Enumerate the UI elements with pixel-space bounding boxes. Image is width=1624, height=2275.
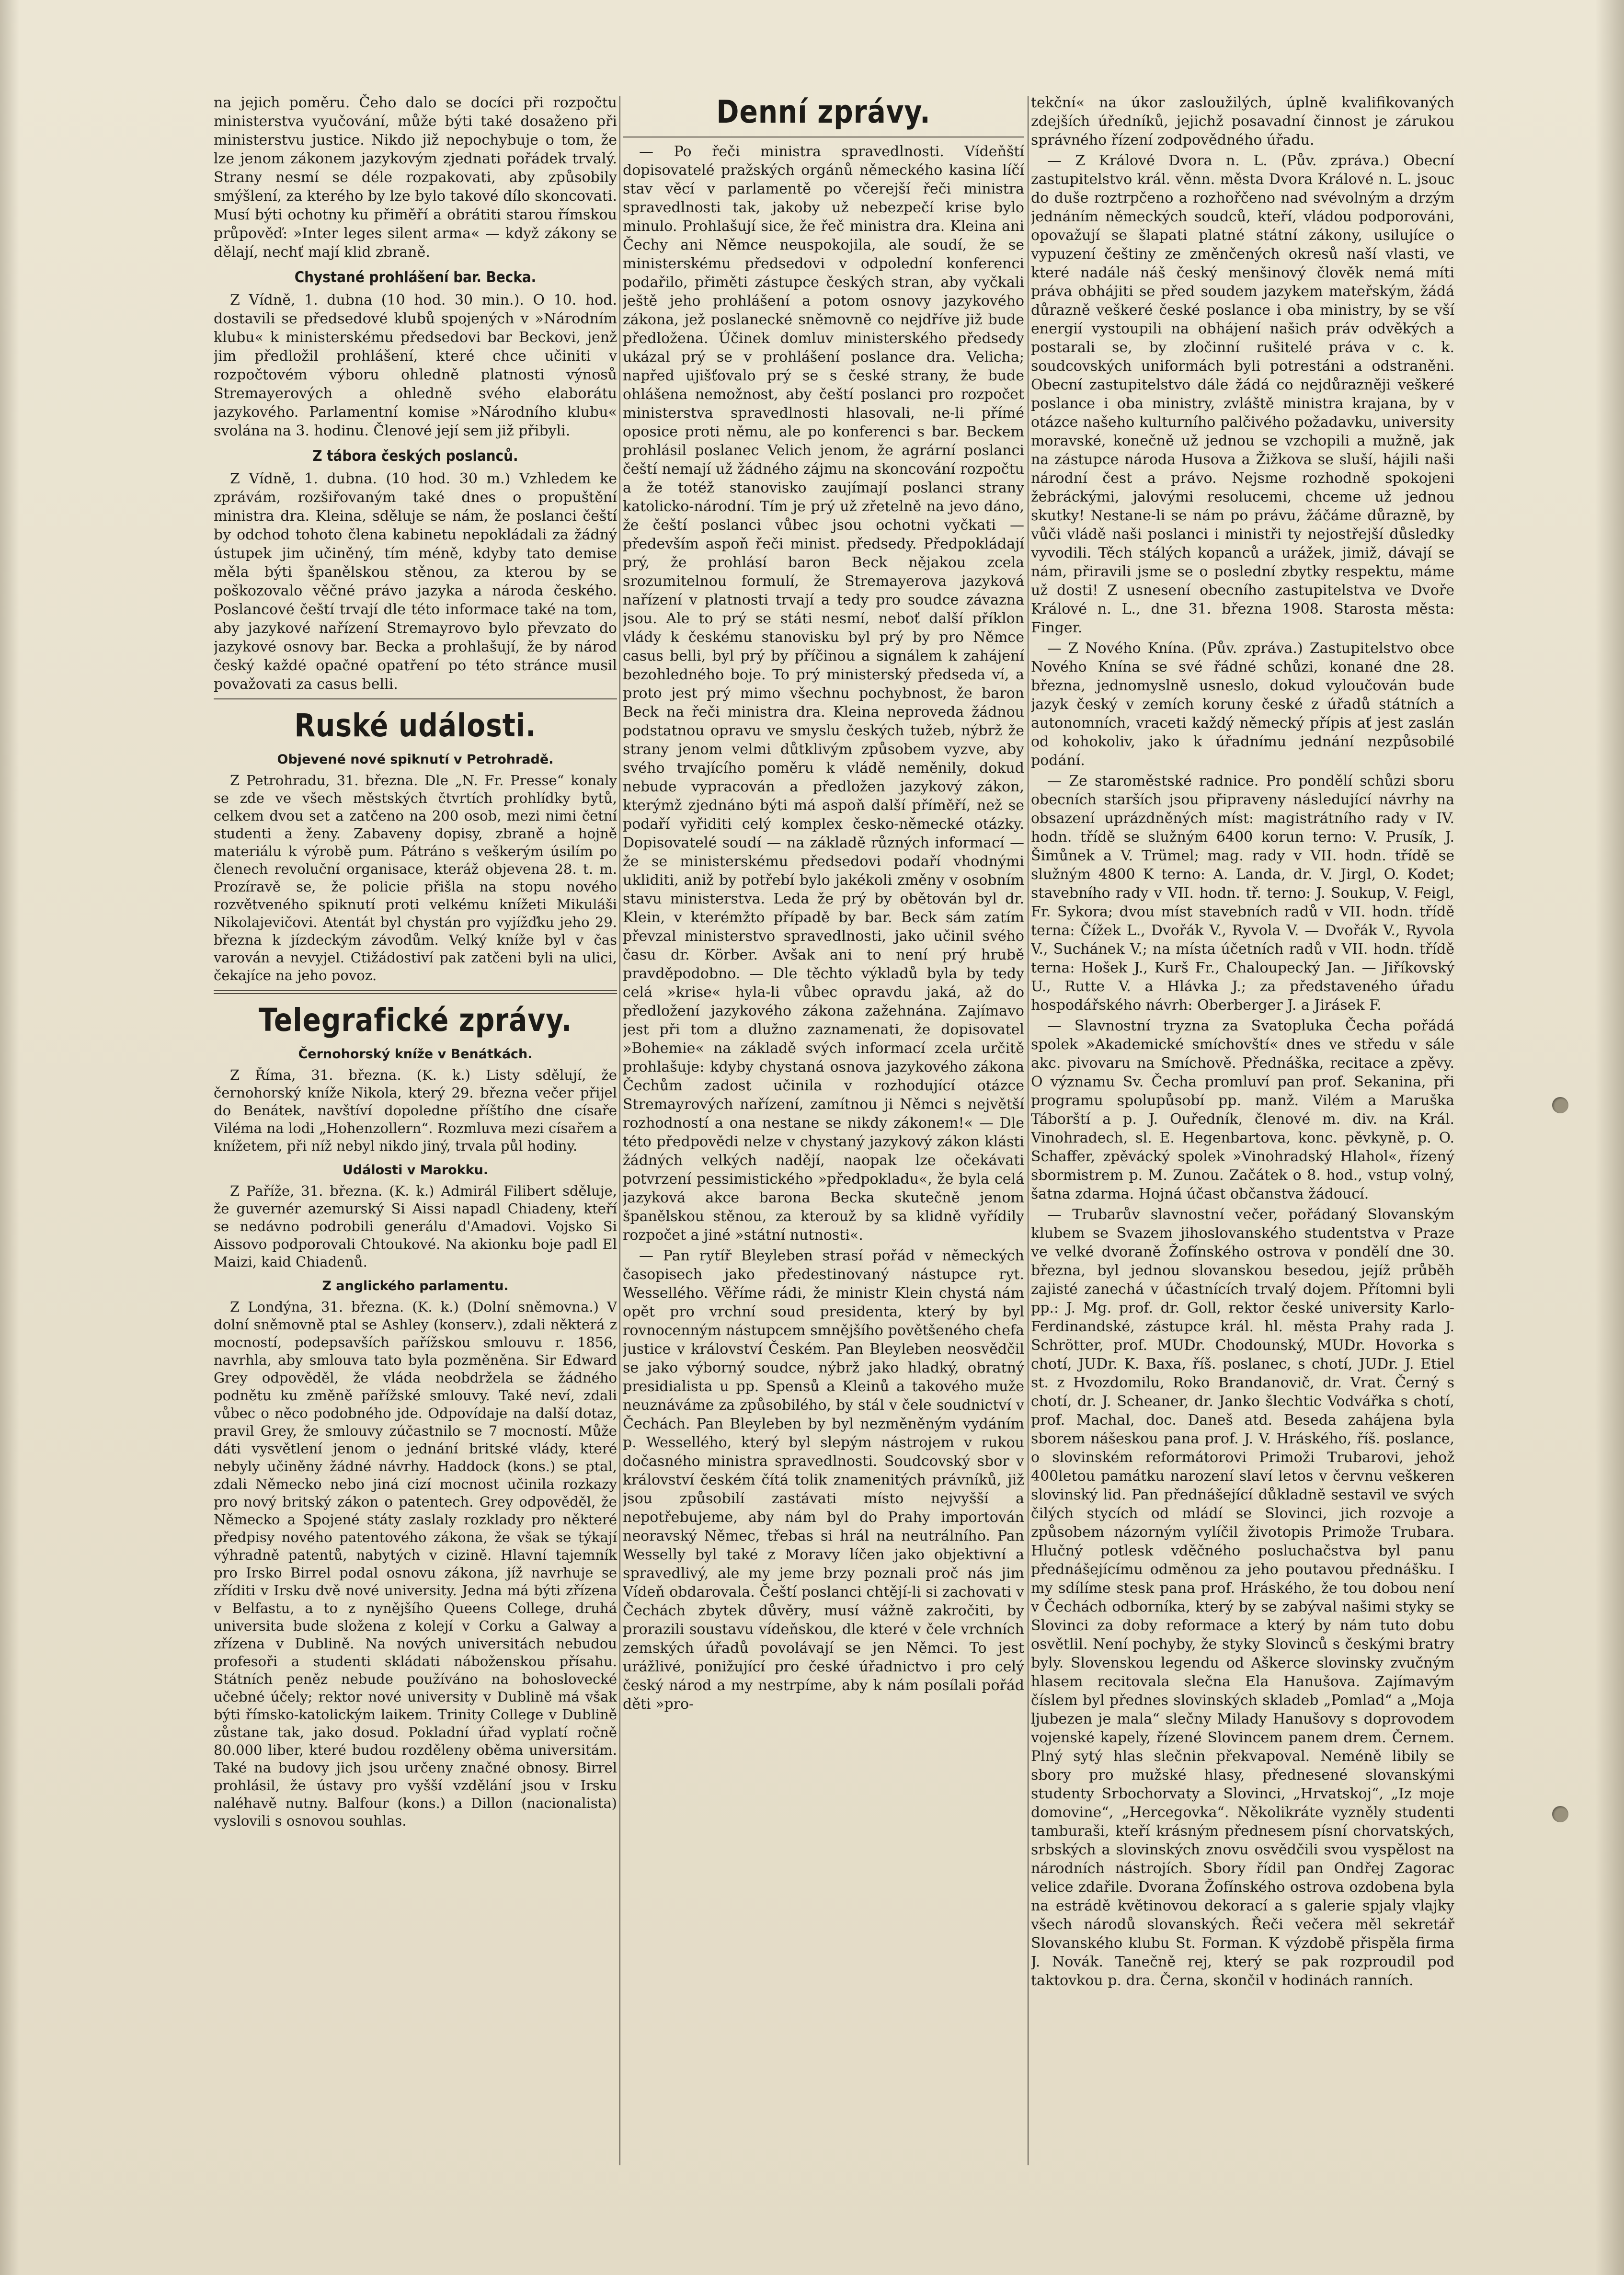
page-edge-shadow bbox=[1595, 0, 1624, 2275]
article-kralove-dvur: — Z Králové Dvora n. L. (Pův. zpráva.) Obecní zastupitelstvo král. věnn. města Dvora Králové n. L. jsouc do duše roztrpčeno a rozhořčeno nad svévolným a drzým jednáním německých soudců, kteří, vládou podporováni, opovažují se šlapati platné státní zákony, usilujíce o vypuzení češtiny ze změnčených okresů naší vlasti, ve které nadále náš český menšinový člověk nemá míti práva obhájiti se před soudem jazykem mateřským, žádá důrazně veškeré české poslance i oba ministry, by se vší energií vystoupili na obhájení našich práv odvěkých a postarali se, by zločinní rušitelé práva v c. k. soudcovských uniformách byli potrestáni a odstraněni. Obecní zastupitelstvo dále žádá co nejdůrazněji veškeré poslance i oba ministry, zvláště ministra krajana, by v otázce našeho kulturního palčivého požadavku, university moravské, konečně už jednou se vzchopili a mužně, jak na zástupce národa Husova a Žižkova se sluší, hájili naši národní čest a právo. Nejsme rozhodně spokojeni žebráckými, jalovými resolucemi, chceme už jednou skutky! Nestane-li se nám po právu, žáčáme důrazně, by vůči vládě naši poslanci i ministři ty nejostřejší důsledky vyvodili. Těch stálých kopanců a urážek, jimiž, dávají se nám, přiravili jsme se o poslední zbytky respektu, máme už dosti! Z usnesení obecního zastupitelstva ve Dvoře Králové n. L., dne 31. března 1908. Starosta města: Finger. bbox=[1031, 152, 1454, 636]
article-tryzna-cech: — Slavnostní tryzna za Svatopluka Čecha pořádá spolek »Akademické smíchovští« dnes ve středu v sále akc. pivovaru na Smíchově. Přednáška, recitace a zpěvy. O významu Sv. Čecha promluví pan prof. Sekanina, při programu spolupůsobí pp. manž. Vilém a Maruška Táborští a p. J. Ouředník, členové m. div. na Král. Vinohradech, sl. E. Hegenbartova, konc. pěvkyně, p. O. Schaffer, zpěvácký spolek »Vinohradský Hlahol«, řízený sbormistrem p. M. Zunou. Začátek o 8. hod., vstup volný, šatna zdarma. Hojná účast občanstva žádoucí. bbox=[1031, 1017, 1454, 1202]
article-maroko: Z Paříže, 31. března. (K. k.) Admirál Filibert sděluje, že guvernér azemurský Si Aissi napadl Chiadeny, kteří se nedávno podrobili generálu d'Amadovi. Vojsko Si Aissovo podporovali Chtoukové. Na akionku boje padl El Maizi, kaid Chiadenů. bbox=[214, 1183, 617, 1270]
headline-maroko: Události v Marokku. bbox=[342, 1163, 489, 1178]
article-novy-knin: — Z Nového Knína. (Pův. zpráva.) Zastupitelstvo obce Nového Knína se své řádné schůzi, konané dne 28. března, jednomyslně usneslo, dokud vyloučován bude jazyk český v zemích koruny české z úřadů státních a autonomních, vraceti každý německý přípis ať jest zaslán od kohokoliv, jako k úřadnímu jednání nezpůsobilé podání. bbox=[1031, 640, 1454, 769]
section-divider bbox=[214, 990, 617, 994]
article-continuation: na jejich poměru. Čeho dalo se docíci při rozpočtu ministerstva vyučování, může býti také dosaženo při ministerstvu justice. Nikdo již nepochybuje o tom, že lze jenom zákonem jazykovým zjednati pořádek trvalý. Strany nesmí se déle rozpakovati, aby způsobily smýšlení, za kterého by lze bylo takové dílo skoncovati. Musí býti ochotny ku přiměří a obrátiti starou římskou průpověď: »Inter leges silent arma« — když zákony se dělají, nechť mají klid zbraně. bbox=[214, 94, 617, 261]
article-po-reci-ministra: — Po řeči ministra spravedlnosti. Vídeňští dopisovatelé pražských orgánů německého kasina líčí stav věcí v parlamentě po včerejší řeči ministra spravedlnosti tak, jakoby už nebezpečí krise bylo minulo. Prohlašují sice, že řeč ministra dra. Kleina ani Čechy ani Němce neuspokojila, ale soudí, že se ministerskému předsedovi v odpolední konferenci podařilo, přiměti zástupce českých stran, aby vyčkali ještě jeho prohlášení a potom osnovy jazykového zákona, jež poslanecké sněmovně co nejdříve již bude předložena. Účinek domluv ministerského předsedy ukázal prý se v prohlášení poslance dra. Velicha; napřed ujišťovalo prý se s české strany, že bude ohlášena nemožnost, aby čeští poslanci pro rozpočet ministerstva spravedlnosti hlasovali, ne-li přímé oposice proti němu, ale po konferenci s bar. Beckem prohlásil poslanec Velich jenom, že agrární poslanci čeští nemají už žádného zájmu na skoncování rozpočtu a že totéž stanovisko zaujímají poslanci strany katolicko-národní. Tím je prý už zřetelně na jevo dáno, že čeští poslanci vůbec jsou ochotni vyčkati — především aspoň řeči minist. předsedy. Předpokládají prý, že prohlásí baron Beck nějakou zcela srozumitelnou formulí, že Stremayerova jazyková nařízení v platnosti trvají a tedy pro soudce závazna jsou. Ale to prý se státi nesmí, neboť další příklon vlády k českému stanovisku byl prý by pro Němce casus belli, byl prý by příčinou a signálem k zahájení bezohledného boje. To prý ministerský předseda ví, a proto jest prý mimo všechnu pochybnost, že baron Beck na řeči ministra dra. Kleina neproveda žádnou podstatnou opravu ve smyslu českých tužeb, nýbrž že strany jenom velmi důtklivým způsobem vyzve, aby svého trvajícího poměru k vládě neměnily, dokud nebude vypracován a předložen jazykový zákon, kterýmž zjednáno býti má aspoň další příměří, než se podaří vyřiditi celý komplex česko-německé otázky. Dopisovatelé soudí — na základě různých informací — že se ministerskému předsedovi podaří vhodnými ukliditi, aniž by potřebí bylo jakékoli změny v osobním stavu ministerstva. Leda že prý by obětován byl dr. Klein, v kterémžto případě by bar. Beck sám zatím převzal ministerstvo spravedlnosti, jako učinil svého času dr. Körber. Avšak ani to není prý hrubě pravděpodobno. — Dle těchto výkladů byla by tedy celá »krise« hyla-li vůbec opravdu jaká, až do předložení jazykového zákona zažehnána. Zajímavo jest při tom a dlužno zaznamenati, že dopisovatel »Bohemie« na základě svých informací zcela určitě prohlašuje: kdyby chystaná osnova jazykového zákona Čechům zadost učinila v rozhodující otázce Stremayrových nařízení, zamítnou ji Němci s největší rozhodností a ona nestane se nikdy zákonem!« — Dle této předpovědi nelze v chystaný jazykový zákon klásti žádných velkých nadějí, naopak lze očekávati potvrzení pessimistického »předpokladu«, že byla celá jazyková akce barona Becka skutečně jenom španělskou stěnou, za kterouž by sa klidně vyřídily rozpočet a jiné »státní nutnosti«. bbox=[623, 143, 1024, 1244]
headline-becka: Chystané prohlášení bar. Becka. bbox=[294, 269, 537, 286]
section-divider bbox=[214, 698, 617, 699]
article-bleyleben: — Pan rytíř Bleyleben strasí pořád v německých časopisech jako předestinovaný nástupce ryt. Wessellého. Věříme rádi, že ministr Klein chystá nám opět pro vrchní soud presidenta, který by byl rovnocenným nástupcem smnějšího povětšeného chefa justice v království Českém. Pan Bleyleben neosvědčil se jako výborný soudce, nýbrž jako hladký, obratný presidialista u pp. Spensů a Kleinů a takového muže neuznáváme za způsobilého, by stál v čele soudnictví v Čechách. Pan Bleyleben by byl nezměněným vydáním p. Wessellého, který byl slepým nástrojem v rukou dočasného ministra spravedlnosti. Soudcovský sbor v království českém čítá tolik znamenitých právníků, již jsou způsobilí zastávati místo nejvyšší a nepotřebujeme, aby nám byl do Prahy importován neoravský Němec, třebas si hrál na neutrálního. Pan Wesselly byl také z Moravy líčen jako objektivní a spravedlivý, ale my jeme brzy poznali proč nás jim Vídeň obdarovala. Čeští poslanci chtějí-li si zachovati v Čechách zbytek důvěry, musí vážně zakročiti, by prorazili soustavu vídeňskou, dle které v čele vrchních zemských úřadů povolávají se jen Němci. To jest urážlivé, ponižující pro české úřadnictvo i pro celý český národ a my nestrpíme, aby k nám posílali pořád děti »pro- bbox=[623, 1247, 1024, 1713]
article-anglicke: Z Londýna, 31. března. (K. k.) (Dolní sněmovna.) V dolní sněmovně ptal se Ashley (konserv.), zdali některá z mocností, podepsavších pařížskou smlouvu r. 1856, navrhla, aby smlouva tato byla pozměněna. Sir Edward Grey odpověděl, že vláda neobdržela se žádného podnětu ku změně pařížské smlouvy. Také neví, zdali vůbec o něco podobného jde. Odpovídaje na další dotaz, pravil Grey, že smlouvy zúčastnilo se 7 mocností. Může dáti vysvětlení jenom o jednání britské vlády, které nebyly učiněny žádné návrhy. Haddock (kons.) se ptal, zdali Německo nebo jiná cizí mocnost učinila rozkazy pro nový britský zákon o patentech. Grey odpověděl, že Německo a Spojené státy zaslaly rozklady pro některé předpisy nového patentového zákona, že však se týkají výhradně patentů, nabytých v cizině. Hlavní tajemník pro Irsko Birrel podal osnovu zákona, jíž navrhuje se zříditi v Irsku dvě nové university. Jedna má býti zřízena v Belfastu, a to z nynějšího Queens College, druhá universita bude složena z kolejí v Corku a Galway a zřízena v Dublině. Na nových universitách nebudou profesoři a studenti skládati náboženskou přísahu. Státních peněz nebude používáno na bohoslovecké učebné účely; rektor nové university v Dublině má však býti římsko-katolickým laikem. Trinity College v Dublině zůstane tak, jako dosud. Pokladní úřad vyplatí ročně 80.000 liber, které budou rozděleny oběma universitám. Také na budovy jich jsou určeny značné obnosy. Birrel prohlásil, že ústavy pro vyšší vzdělání jsou v Irsku naléhavě nutny. Balfour (kons.) a Dillon (nacionalista) vyslovili s osnovou souhlas. bbox=[214, 1299, 617, 1829]
article-cernohorsky: Z Říma, 31. března. (K. k.) Listy sdělují, že černohorský kníže Nikola, který 29. března večer přijel do Benátek, navštíví dopoledne příštího dne císaře Viléma na lodi „Hohenzollern“. Rozmluva mezi císařem a knížetem, při níž nebyl nikdo jiný, trvala půl hodiny. bbox=[214, 1067, 617, 1154]
headline-cernohorsky: Černohorský kníže v Benátkách. bbox=[298, 1047, 533, 1062]
punch-hole-lower bbox=[1552, 1806, 1568, 1822]
article-continuation: tekční« na úkor zasloužilých, úplně kvalifikovaných zdejších úředníků, jejichž posavadní činnost je zárukou správného řízení zodpovědného úřadu. bbox=[1031, 94, 1454, 149]
section-heading-telegraficke: Telegrafické zprávy. bbox=[258, 1002, 572, 1039]
article-tabor: Z Vídně, 1. dubna. (10 hod. 30 m.) Vzhledem ke zprávám, rozšiřovaným také dnes o propuštění ministra dra. Kleina, sděluje se nám, že poslanci čeští by odchod tohoto člena kabinetu nepokládali za žádný ústupek jim učiněný, tím méně, kdyby tato demise měla býti španělskou stěnou, za kterou by se poškozovalo věčné právo jazyka a národa českého. Poslancové čeští trvají dle této informace také na tom, aby jazykové nařízení Stremayrovo bylo převzato do jazykové osnovy bar. Becka a prohlašují, že by národ český každé opačné opatření po této stránce musil považovati za casus belli. bbox=[214, 470, 617, 693]
headline-spiknuti: Objevené nové spiknutí v Petrohradě. bbox=[277, 752, 554, 767]
column-2 bbox=[623, 93, 1024, 2216]
punch-hole-upper bbox=[1552, 1097, 1568, 1113]
binding-shadow bbox=[0, 0, 19, 2275]
section-heading-ruske: Ruské události. bbox=[294, 707, 537, 744]
column-1 bbox=[214, 93, 617, 2216]
headline-anglicke: Z anglického parlamentu. bbox=[322, 1279, 509, 1293]
column-rule-left bbox=[619, 96, 620, 2165]
headline-tabor: Z tábora českých poslanců. bbox=[312, 447, 518, 465]
article-staromestska-radnice: — Ze staroměstské radnice. Pro pondělí schůzi sboru obecních starších jsou připraveny následující návrhy na obsazení uprázdněných míst: magistrátního rady v IV. hodn. třídě se služným 6400 korun terno: V. Prusík, J. Šimůnek a V. Trümel; mag. rady v VII. hodn. třídě se služným 4800 K terno: A. Landa, dr. V. Jirgl, O. Kodet; stavebního rady v VII. hodn. tř. terno: J. Soukup, V. Feigl, Fr. Sykora; dvou míst stavebních radů v VII. hodn. třídě terna: Čížek L., Dvořák V., Ryvola V. — Dvořák V., Ryvola V., Suchánek V.; na místa účetních radů v VII. hodn. třídě terna: Hošek J., Kurš Fr., Chaloupecký Jan. — Jiříkovský U., Rutte V. a Hlávka J.; za představeného úřadu hospodářského návrh: Oberberger J. a Jirásek F. bbox=[1031, 773, 1454, 1014]
article-becka: Z Vídně, 1. dubna (10 hod. 30 min.). O 10. hod. dostavili se předsedové klubů spojených v »Národním klubu« k ministerskému předsedovi bar Beckovi, jenž jim předložil prohlášení, které chce učiniti v rozpočtovém výboru ohledně platnosti výnosů Stremayerových a ohledně svého elaborátu jazykového. Parlamentní komise »Národního klubu« svolána na 3. hodinu. Členové její sem již přibyli. bbox=[214, 292, 617, 439]
column-3 bbox=[1031, 93, 1454, 2216]
article-trubar: — Trubarův slavnostní večer, pořádaný Slovanským klubem se Svazem jihoslovanského studentstva v Praze ve velké dvoraně Žofínského ostrova v pondělí dne 30. března, byl jednou slovanskou besedou, jejíž průběh zajisté zanechá v účastnících trvalý dojem. Přítomni byli pp.: J. Mg. prof. dr. Goll, rektor české university Karlo-Ferdinandské, zástupce král. hl. města Prahy rada J. Schrötter, prof. MUDr. Chodounský, MUDr. Hovorka s chotí, JUDr. K. Baxa, říš. poslanec, s chotí, JUDr. J. Etiel st. z Hvozdomilu, Roko Brandanovič, dr. Vrat. Černý s chotí, dr. J. Scheaner, dr. Janko šlechtic Vodvářka s chotí, prof. Machal, doc. Daneš atd. Beseda zahájena byla sborem nášeskou pana prof. J. V. Hráského, říš. poslance, o slovinském reformátorovi Primoži Trubarovi, jehož 400letou památku narození slaví letos v červnu veškeren slovinský lid. Pan přednášející důkladně sestavil ve svých čilých stycích od mládí se Slovinci, jich rozvoje a způsobem názorným vylíčil životopis Primože Trubara. Hlučný potlesk vděčného posluchačstva byl panu přednášejícímu odměnou za jeho poutavou přednášku. I my sdílíme stesk pana prof. Hráského, že tou dobou není v Čechách odborníka, který by se zabýval našimi styky se Slovinci za doby reformace a který by nám tuto dobu osvětlil. Není pochyby, že styky Slovinců s českými bratry byly. Slovenskou legendu od Aškerce slovinsky zvučným hlasem recitovala slečna Ela Hanušova. Zajímavým číslem byl přednes slovinských skladeb „Pomlad“ a „Moja ljubezen je mala“ slečny Milady Hanušovy s doprovodem vojenské kapely, řízené Slovincem panem drem. Černem. Plný sytý hlas slečnin překvapoval. Neméně libily se sbory pro mužské hlasy, přednesené slovanskými studenty Srbochorvaty a Slovinci, „Hrvatskoj“, „Iz moje domovine“, „Hercegovka“. Několikráte vyzněly studenti tamburaši, kteří krásným přednesem písní chorvatských, srbských a slovinských znovu osvědčili svou vyspělost na národních nástrojích. Sbory řídil pan Ondřej Zagorac velice zdařile. Dvorana Žofínského ostrova ozdobena byla na estrádě květinovou dekorací a s galerie spjaly vlajky všech národů slovanských. Řeči večera měl sekretář Slovanského klubu St. Forman. K výzdobě přispěla firma J. Novák. Tanečně rej, který se pak rozproudil pod taktovkou p. dra. Černa, skončil v hodinách ranních. bbox=[1031, 1206, 1454, 1989]
article-spiknuti: Z Petrohradu, 31. března. Dle „N. Fr. Presse“ konaly se zde ve všech městských čtvrtích prohlídky bytů, celkem dvou set a zatčeno na 200 osob, mezi nimi četní studenti a ženy. Zabaveny dopisy, zbraně a hojně materiálu k výrobě pum. Pátráno s veškerým úsilím po členech revoluční organisace, kteráž objevena 28. t. m. Prozíravě se, že policie přišla na stopu nového rozvětveného spiknutí proti velkému knížeti Mikuláši Nikolajevičovi. Atentát byl chystán pro vyjížďku jeho 29. března k jízdeckým závodům. Velký kníže byl v čas varován a nevyjel. Ctižádostiví pak zatčeni byli na ulici, čekajíce na jeho povoz. bbox=[214, 772, 617, 983]
column-rule-right bbox=[1028, 96, 1029, 2165]
section-heading-denni: Denní zprávy. bbox=[716, 93, 931, 130]
